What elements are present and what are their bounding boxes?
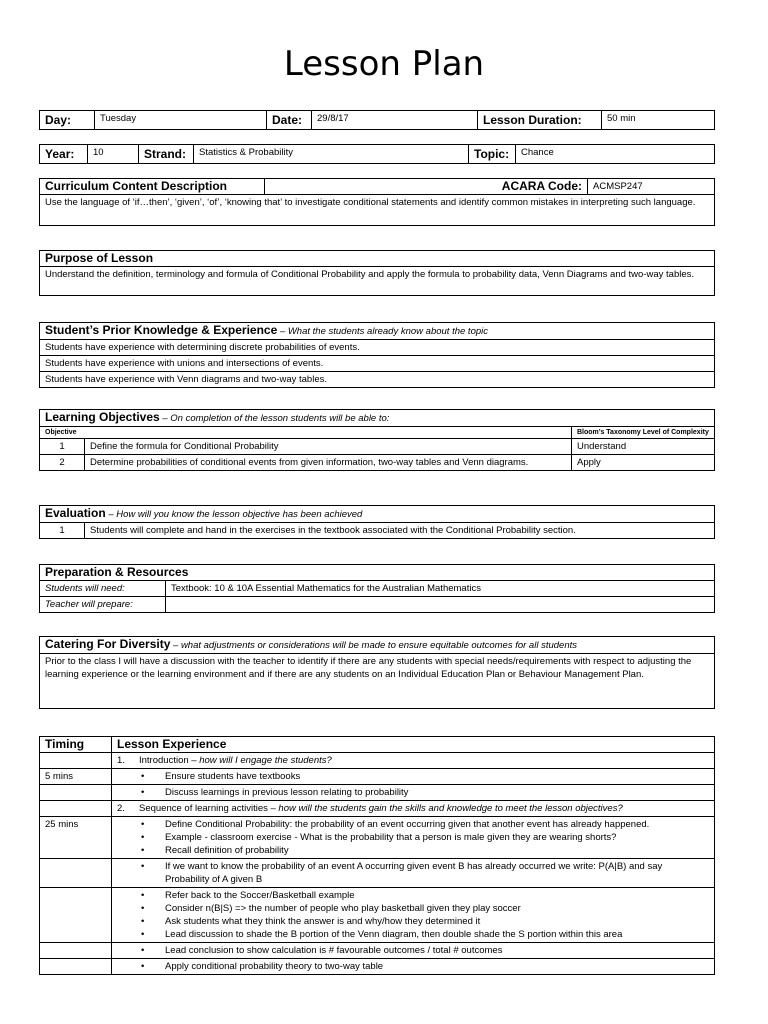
evaluation-text: Students will complete and hand in the exercises in the textbook associated with the Conditional Probability section. bbox=[85, 523, 715, 539]
objective-level: Understand bbox=[572, 439, 715, 455]
prior-item: Students have experience with determining discrete probabilities of events. bbox=[40, 340, 715, 356]
sequence-label: Sequence of learning activities bbox=[139, 803, 268, 814]
list-item: • Consider n(B|S) => the number of people who play basketball given they play soccer bbox=[165, 902, 709, 915]
objective-number: 2 bbox=[40, 455, 85, 471]
lesson-experience-section bbox=[39, 736, 715, 975]
students-need-value: Textbook: 10 & 10A Essential Mathematics for the Australian Mathematics bbox=[166, 581, 715, 597]
preparation-section bbox=[39, 564, 715, 613]
topic-value: Chance bbox=[516, 145, 715, 164]
objective-row bbox=[40, 455, 715, 471]
date-value: 29/8/17 bbox=[312, 111, 478, 130]
sequence-list-d bbox=[117, 944, 709, 957]
list-item: • Define Conditional Probability: the probability of an event occurring given that another event has already happened. bbox=[165, 818, 709, 831]
intro-list bbox=[117, 770, 709, 783]
sequence-number: 2. bbox=[117, 803, 125, 814]
objectives-heading: Learning Objectives bbox=[45, 410, 160, 424]
purpose-heading: Purpose of Lesson bbox=[40, 251, 715, 267]
sequence-subheading: – how will the students gain the skills and knowledge to meet the lesson objectives? bbox=[270, 803, 623, 814]
intro-label: Introduction bbox=[139, 755, 189, 766]
list-item: • Discuss learnings in previous lesson relating to probability bbox=[165, 786, 709, 799]
year-label: Year: bbox=[40, 145, 88, 164]
strand-label: Strand: bbox=[139, 145, 194, 164]
prior-item: Students have experience with unions and intersections of events. bbox=[40, 356, 715, 372]
topic-label: Topic: bbox=[469, 145, 516, 164]
intro-subheading: – how will I engage the students? bbox=[191, 755, 332, 766]
teacher-prepare-label: Teacher will prepare: bbox=[40, 597, 166, 613]
year-value: 10 bbox=[88, 145, 139, 164]
evaluation-number: 1 bbox=[40, 523, 85, 539]
list-item: • Ask students what they think the answer is and why/how they determined it bbox=[165, 915, 709, 928]
date-label: Date: bbox=[267, 111, 312, 130]
day-label: Day: bbox=[40, 111, 95, 130]
objective-row bbox=[40, 439, 715, 455]
evaluation-row bbox=[40, 523, 715, 539]
duration-label: Lesson Duration: bbox=[478, 111, 602, 130]
prior-subheading: – What the students already know about the topic bbox=[279, 326, 488, 337]
year-strand-row bbox=[39, 144, 715, 164]
sequence-list-c bbox=[117, 889, 709, 941]
strand-value: Statistics & Probability bbox=[194, 145, 469, 164]
experience-heading: Lesson Experience bbox=[112, 737, 715, 753]
purpose-section bbox=[39, 250, 715, 296]
teacher-prepare-value bbox=[166, 597, 715, 613]
objective-text: Define the formula for Conditional Probability bbox=[85, 439, 572, 455]
timing-heading: Timing bbox=[40, 737, 112, 753]
prior-knowledge-section bbox=[39, 322, 715, 388]
prior-heading: Student’s Prior Knowledge & Experience bbox=[45, 323, 278, 337]
objective-text: Determine probabilities of conditional events from given information, two-way tables and Venn diagrams. bbox=[85, 455, 572, 471]
intro-list-2 bbox=[117, 786, 709, 799]
list-item: • Lead conclusion to show calculation is # favourable outcomes / total # outcomes bbox=[165, 944, 709, 957]
list-item: • Example - classroom exercise - What is the probability that a person is male given they are wearing shorts? bbox=[165, 831, 709, 844]
day-value: Tuesday bbox=[95, 111, 267, 130]
sequence-list-b bbox=[117, 860, 709, 886]
preparation-heading: Preparation & Resources bbox=[40, 565, 715, 581]
diversity-heading: Catering For Diversity bbox=[45, 637, 171, 651]
intro-time: 5 mins bbox=[40, 769, 112, 785]
acara-label: ACARA Code: bbox=[265, 179, 588, 195]
diversity-text: Prior to the class I will have a discussion with the teacher to identify if there are any students with special needs/requirements with respect to adjusting the learning experience or the learning environment and if there are any students on an Individual Education Plan or Behaviour Management Plan. bbox=[40, 654, 715, 709]
curriculum-section bbox=[39, 178, 715, 226]
evaluation-heading: Evaluation bbox=[45, 506, 106, 520]
purpose-text: Understand the definition, terminology and formula of Conditional Probability and apply the formula to probability data, Venn Diagrams and two-way tables. bbox=[40, 267, 715, 296]
list-item: • Recall definition of probability bbox=[165, 844, 709, 857]
list-item: • Refer back to the Soccer/Basketball example bbox=[165, 889, 709, 902]
intro-number: 1. bbox=[117, 755, 125, 766]
sequence-list-a bbox=[117, 818, 709, 857]
duration-value: 50 min bbox=[602, 111, 715, 130]
list-item: • Lead discussion to shade the B portion of the Venn diagram, then double shade the S portion within this area bbox=[165, 928, 709, 941]
sequence-list-e bbox=[117, 960, 709, 973]
list-item: • Ensure students have textbooks bbox=[165, 770, 709, 783]
diversity-subheading: – what adjustments or considerations will be made to ensure equitable outcomes for all students bbox=[173, 640, 577, 651]
list-item: • If we want to know the probability of an event A occurring given event B has already occurred we write: P(A|B) and say Probability of A given B bbox=[165, 860, 709, 886]
curriculum-heading: Curriculum Content Description bbox=[40, 179, 265, 195]
students-need-label: Students will need: bbox=[40, 581, 166, 597]
learning-objectives-section bbox=[39, 409, 715, 471]
page-title: Lesson Plan bbox=[283, 44, 485, 84]
evaluation-section bbox=[39, 505, 715, 539]
diversity-section bbox=[39, 636, 715, 709]
objective-number: 1 bbox=[40, 439, 85, 455]
curriculum-description: Use the language of ‘if…then’, ‘given’, ‘of’, ‘knowing that’ to investigate conditional statements and identify common mistakes in interpreting such language. bbox=[40, 195, 715, 226]
evaluation-subheading: – How will you know the lesson objective has been achieved bbox=[108, 509, 363, 520]
list-item: • Apply conditional probability theory to two-way table bbox=[165, 960, 709, 973]
day-date-row bbox=[39, 110, 715, 130]
blooms-column-header: Bloom’s Taxonomy Level of Complexity bbox=[572, 427, 715, 439]
sequence-time: 25 mins bbox=[40, 817, 112, 859]
prior-item: Students have experience with Venn diagrams and two-way tables. bbox=[40, 372, 715, 388]
objectives-subheading: – On completion of the lesson students will be able to: bbox=[162, 413, 390, 424]
objective-level: Apply bbox=[572, 455, 715, 471]
objective-column-header: Objective bbox=[40, 427, 572, 439]
acara-code: ACMSP247 bbox=[588, 179, 715, 195]
